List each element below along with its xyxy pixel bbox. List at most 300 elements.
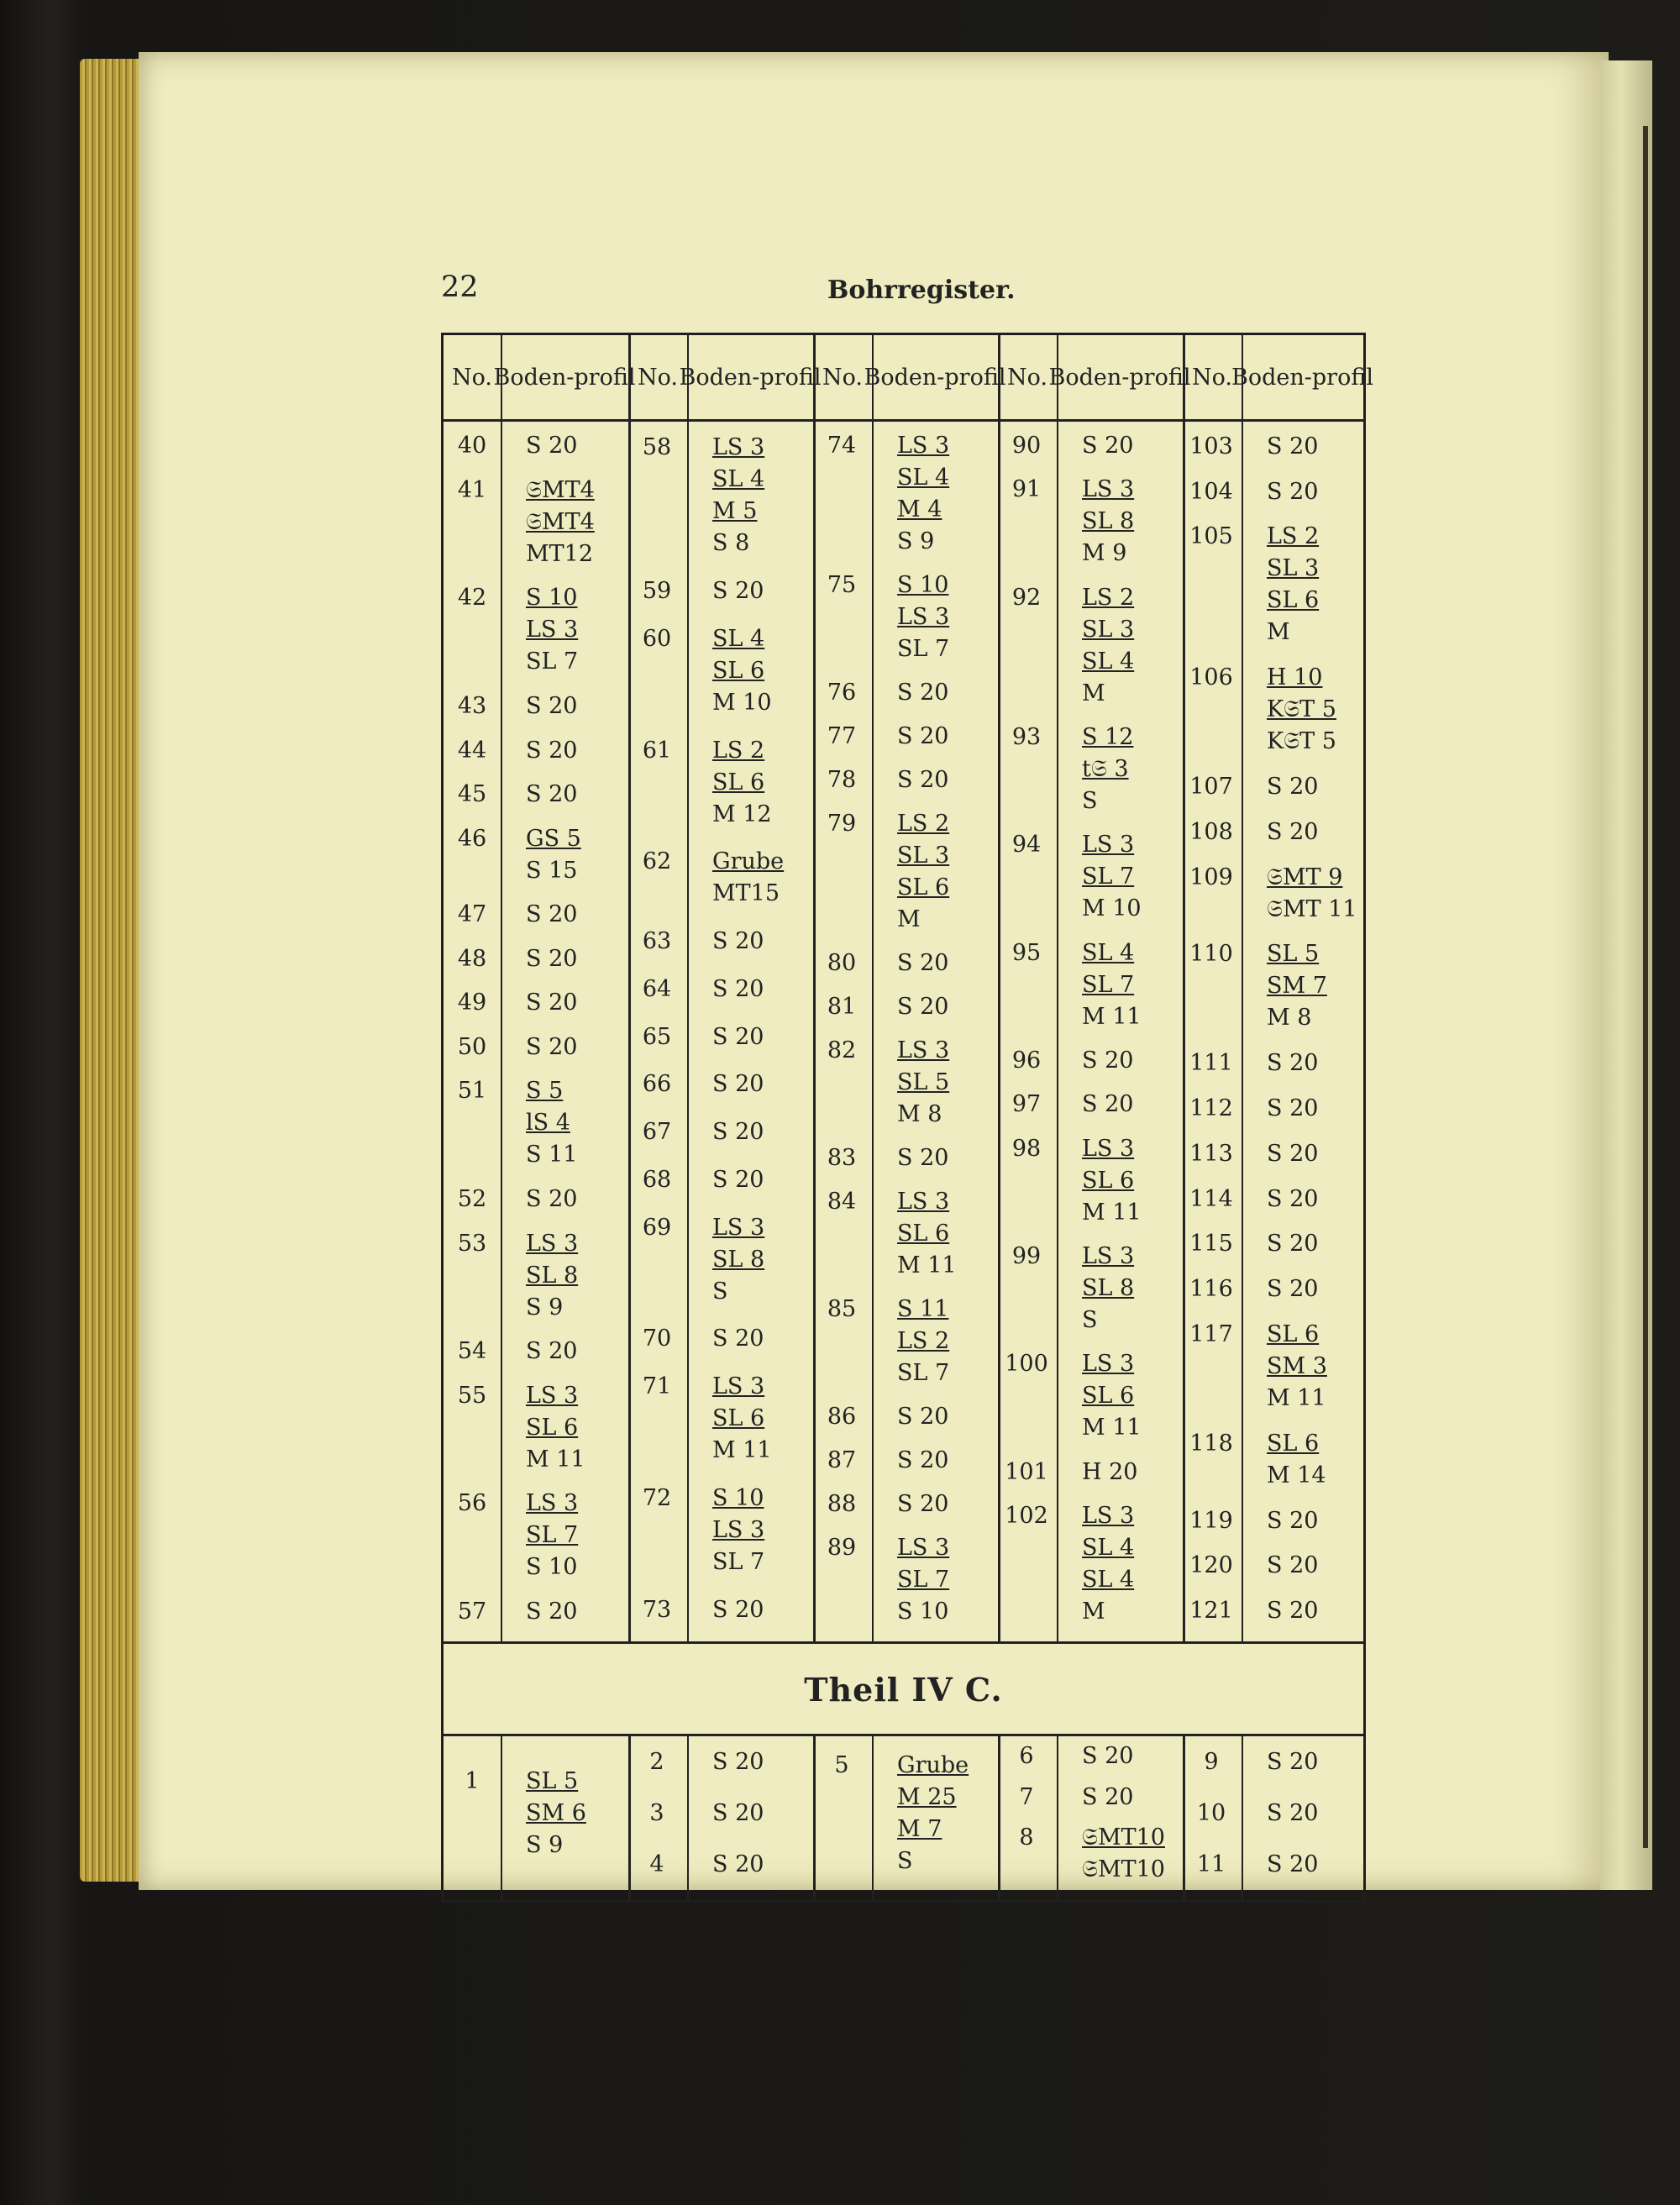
soil-layer: 𝔖MT 11 [1267,895,1357,922]
soil-layer: 𝔖MT4 [526,508,595,535]
bore-number: 121 [1189,1598,1233,1625]
soil-layer: S [1082,788,1098,815]
soil-layer: S 20 [1267,1276,1319,1303]
bore-number: 117 [1189,1320,1233,1347]
bore-number: 55 [457,1382,487,1409]
soil-layer: M 8 [897,1101,942,1127]
soil-layer: S 20 [526,945,578,972]
soil-layer: S [712,1278,728,1305]
soil-layer: S 10 [897,1599,949,1625]
soil-layer: S 20 [1082,433,1134,459]
bore-number: 101 [1005,1458,1048,1485]
column-rule [998,1734,1000,1900]
soil-layer: S [897,1847,913,1874]
soil-layer: S 20 [897,1145,949,1171]
soil-layer: LS 3 [897,1189,950,1215]
soil-layer: SM 7 [1267,973,1327,1000]
column-rule [1183,1734,1185,1900]
soil-layer: S 20 [526,781,578,808]
bore-number: 109 [1189,864,1233,890]
column-rule [1242,1734,1243,1900]
bore-number: 9 [1204,1748,1219,1775]
soil-layer: S 20 [1267,818,1319,845]
soil-layer: K𝔖T 5 [1267,696,1336,723]
soil-layer: SL 8 [526,1262,579,1289]
soil-layer: S 20 [712,1596,764,1623]
header-profile [1048,335,1191,421]
soil-layer: S 20 [1267,1799,1319,1826]
bore-number: 42 [457,585,487,612]
header-no: No. [452,365,492,391]
bore-register-table [441,333,1373,1903]
column-rule [872,335,874,1643]
bore-number: 92 [1011,584,1042,611]
soil-layer: M [1082,680,1105,706]
bore-number: 41 [457,476,487,503]
soil-layer: S 20 [526,1338,578,1365]
soil-layer: S 10 [526,1554,578,1581]
soil-layer: S 20 [526,737,578,764]
soil-layer: 𝔖MT10 [1082,1824,1165,1851]
soil-layer: SM 3 [1267,1352,1327,1379]
header-no: No. [1007,365,1047,391]
bore-number: 86 [827,1404,857,1430]
page-number: 22 [441,270,479,304]
soil-layer: S 9 [526,1831,564,1858]
soil-layer: M 8 [1267,1005,1312,1032]
bore-number: 60 [642,625,672,652]
soil-layer: t𝔖 3 [1082,756,1129,783]
soil-layer: S 11 [526,1142,578,1168]
soil-layer: MT15 [712,880,780,907]
soil-layer: SL 4 [712,625,765,652]
bore-number: 108 [1189,818,1233,845]
header-profile-line2: profil [574,365,636,391]
bore-number: 90 [1011,433,1042,459]
bore-number: 7 [1019,1783,1034,1810]
column-rule [1057,335,1058,1643]
bore-number: 105 [1189,523,1233,550]
soil-layer: LS 2 [1082,584,1135,611]
soil-layer: S 20 [1267,478,1319,505]
soil-layer: S 20 [1082,1047,1134,1074]
soil-layer: SL 7 [712,1548,765,1575]
bore-number: 65 [642,1023,672,1050]
bore-number: 79 [827,811,857,837]
soil-layer: LS 2 [712,737,765,764]
soil-layer: S 20 [1267,1748,1319,1775]
soil-layer: LS 3 [526,1230,579,1257]
bore-number: 1 [465,1767,480,1794]
soil-layer: SL 4 [712,466,765,493]
bore-number: 84 [827,1189,857,1215]
bore-number: 43 [457,692,487,719]
bore-number: 66 [642,1071,672,1098]
soil-layer: S 20 [712,1748,764,1775]
soil-layer: M 11 [526,1446,585,1473]
soil-layer: S 10 [712,1484,764,1511]
header-profile [679,335,822,421]
column-rule [998,335,1000,1643]
bore-number: 61 [642,737,672,764]
soil-layer: S 20 [526,1185,578,1212]
bore-number: 102 [1005,1502,1048,1529]
bore-number: 54 [457,1338,487,1365]
soil-layer: S [1082,1306,1098,1333]
soil-layer: SL 4 [1082,648,1135,675]
bore-number: 110 [1189,941,1233,968]
soil-layer: S 20 [712,578,764,605]
soil-layer: S 20 [1267,1050,1319,1077]
bore-number: 45 [457,781,487,808]
bore-number: 91 [1011,476,1042,503]
bore-number: 113 [1189,1140,1233,1167]
column-rule [687,1734,689,1900]
column-rule [1242,335,1243,1643]
soil-layer: M [897,906,921,932]
bore-number: 98 [1011,1135,1042,1162]
soil-layer: M 11 [897,1252,957,1278]
bore-number: 56 [457,1490,487,1517]
soil-layer: SL 6 [897,874,950,900]
soil-layer: SL 3 [897,843,950,869]
soil-layer: S 20 [897,680,949,706]
soil-layer: S 8 [712,530,750,557]
row-rule [444,1734,1363,1736]
bore-number: 67 [642,1119,672,1146]
bore-number: 51 [457,1078,487,1105]
bore-number: 73 [642,1596,672,1623]
header-no: No. [822,365,863,391]
bore-number: 75 [827,572,857,598]
running-header: Bohrregister. [827,276,1016,305]
soil-layer: LS 3 [712,1373,765,1400]
bore-number: 72 [642,1484,672,1511]
soil-layer: SL 5 [897,1069,950,1095]
bore-number: 47 [457,901,487,928]
soil-layer: M [1267,619,1290,646]
bore-number: 3 [649,1799,664,1826]
bore-number: 49 [457,990,487,1016]
soil-layer: LS 2 [897,811,950,837]
bore-number: 80 [827,950,857,976]
soil-layer: S 9 [897,528,935,554]
bore-number: 118 [1189,1430,1233,1457]
soil-layer: H 10 [1267,664,1323,691]
column-rule [501,335,502,1643]
soil-layer: LS 3 [526,1490,579,1517]
soil-layer: LS 3 [712,1214,765,1241]
soil-layer: SL 6 [897,1221,950,1247]
soil-layer: M 7 [897,1815,942,1842]
page-block-edge [80,59,147,1882]
header-no: No. [638,365,678,391]
soil-layer: M 14 [1267,1462,1326,1488]
column-rule [501,1734,502,1900]
header-profile-line1: Boden- [679,365,760,391]
bore-number: 46 [457,825,487,852]
section-title: Theil IV C. [804,1671,1003,1709]
soil-layer: Grube [897,1751,969,1778]
bore-number: 59 [642,578,672,605]
bore-number: 112 [1189,1095,1233,1121]
soil-layer: S 20 [1267,1140,1319,1167]
soil-layer: S 20 [712,1851,764,1877]
soil-layer: M 12 [712,801,772,827]
soil-layer: SL 6 [1082,1383,1135,1410]
soil-layer: S 20 [712,1166,764,1193]
soil-layer: S 20 [1082,1783,1134,1810]
bore-number: 115 [1189,1231,1233,1257]
soil-layer: S 20 [526,990,578,1016]
bore-number: 93 [1011,724,1042,751]
bore-number: 10 [1196,1799,1226,1826]
bore-number: 107 [1189,774,1233,801]
column-rule [628,335,631,1643]
soil-layer: S 20 [897,1491,949,1517]
column-rule [813,335,816,1643]
bore-number: 57 [457,1598,487,1625]
bore-number: 88 [827,1491,857,1517]
soil-layer: M 25 [897,1783,957,1810]
bore-number: 119 [1189,1507,1233,1534]
soil-layer: S 20 [712,928,764,955]
soil-layer: M 9 [1082,540,1127,567]
bore-number: 96 [1011,1047,1042,1074]
soil-layer: LS 2 [1267,523,1320,550]
soil-layer: S 20 [526,901,578,928]
bore-number: 74 [827,433,857,459]
soil-layer: SL 8 [1082,508,1135,535]
bore-number: 48 [457,945,487,972]
bore-number: 111 [1189,1050,1233,1077]
bore-number: 64 [642,975,672,1002]
soil-layer: SL 5 [526,1767,579,1794]
soil-layer: S 5 [526,1078,564,1105]
soil-layer: S 10 [897,572,949,598]
soil-layer: S 20 [526,433,578,459]
bore-number: 82 [827,1037,857,1063]
soil-layer: S 20 [897,1404,949,1430]
column-rule [1057,1734,1058,1900]
bore-number: 85 [827,1296,857,1322]
soil-layer: Grube [712,848,785,875]
bore-number: 78 [827,767,857,793]
soil-layer: SL 3 [1082,616,1135,643]
facing-page-gutter [1643,126,1648,1848]
column-rule [813,1734,816,1900]
soil-layer: SL 6 [1267,1430,1320,1457]
column-rule [1183,335,1185,1643]
soil-layer: M 4 [897,496,942,522]
header-profile-line1: Boden- [493,365,575,391]
soil-layer: SL 7 [897,1360,950,1386]
column-rule [872,1734,874,1900]
soil-layer: SL 4 [1082,1534,1135,1561]
soil-layer: SL 8 [712,1246,765,1273]
soil-layer: LS 3 [897,433,950,459]
bore-number: 50 [457,1033,487,1060]
soil-layer: M 10 [712,689,772,716]
soil-layer: SL 5 [1267,941,1320,968]
soil-layer: S 20 [712,1799,764,1826]
soil-layer: SL 4 [897,465,950,491]
header-profile-line2: profil [759,365,822,391]
soil-layer: S 20 [1267,433,1319,459]
bore-number: 4 [649,1851,664,1877]
bore-number: 69 [642,1214,672,1241]
soil-layer: 𝔖MT10 [1082,1856,1165,1882]
header-profile-line2: profil [1311,365,1373,391]
soil-layer: SL 7 [526,1522,579,1549]
header-profile-line1: Boden- [864,365,945,391]
soil-layer: S 20 [1267,774,1319,801]
bore-number: 6 [1019,1743,1034,1770]
header-profile-line2: profil [1129,365,1191,391]
soil-layer: SL 3 [1267,555,1320,582]
soil-layer: SL 6 [526,1414,579,1441]
soil-layer: LS 3 [1082,832,1135,858]
header-profile-line1: Boden- [1231,365,1312,391]
soil-layer: SL 6 [712,657,765,684]
soil-layer: LS 3 [897,1535,950,1561]
bore-number: 62 [642,848,672,875]
soil-layer: SL 6 [1082,1167,1135,1194]
soil-layer: SL 6 [1267,1320,1320,1347]
soil-layer: S 20 [897,767,949,793]
soil-layer: SL 4 [1082,1566,1135,1593]
soil-layer: SL 6 [712,769,765,795]
soil-layer: S 20 [712,1119,764,1146]
bore-number: 120 [1189,1552,1233,1579]
header-profile [1231,335,1373,421]
soil-layer: LS 3 [712,1516,765,1543]
soil-layer: LS 3 [1082,476,1135,503]
soil-layer: S 20 [1082,1743,1134,1770]
header-profile-line2: profil [944,365,1006,391]
soil-layer: 𝔖MT4 [526,476,595,503]
soil-layer: SL 7 [897,636,950,662]
soil-layer: lS 4 [526,1110,570,1137]
soil-layer: S 11 [897,1296,949,1322]
soil-layer: S 20 [897,994,949,1020]
soil-layer: LS 3 [897,604,950,630]
column-rule [628,1734,631,1900]
header-profile [493,335,636,421]
soil-layer: M 11 [1082,1199,1142,1226]
soil-layer: S 20 [1267,1185,1319,1212]
soil-layer: S 20 [1267,1851,1319,1877]
bore-number: 103 [1189,433,1233,459]
soil-layer: S 20 [712,1326,764,1352]
soil-layer: SL 7 [526,648,579,675]
bore-number: 100 [1005,1351,1048,1378]
bore-number: 52 [457,1185,487,1212]
bore-number: 81 [827,994,857,1020]
bore-number: 114 [1189,1185,1233,1212]
soil-layer: SM 6 [526,1799,586,1826]
soil-layer: K𝔖T 5 [1267,728,1336,755]
soil-layer: LS 3 [1082,1502,1135,1529]
soil-layer: M 11 [1267,1384,1326,1411]
soil-layer: M 11 [1082,1415,1142,1441]
bore-number: 83 [827,1145,857,1171]
soil-layer: S 12 [1082,724,1134,751]
bore-number: 76 [827,680,857,706]
soil-layer: LS 2 [897,1328,950,1354]
soil-layer: SL 7 [1082,971,1135,998]
soil-layer: M 11 [712,1437,772,1464]
bore-number: 5 [834,1751,849,1778]
soil-layer: S 20 [897,723,949,749]
soil-layer: M [1082,1598,1105,1625]
soil-layer: SL 4 [1082,939,1135,966]
soil-layer: S 20 [1267,1095,1319,1121]
soil-layer: SL 6 [712,1405,765,1432]
soil-layer: S 20 [526,1033,578,1060]
soil-layer: SL 7 [897,1567,950,1593]
header-profile [864,335,1006,421]
bore-number: 104 [1189,478,1233,505]
soil-layer: LS 3 [1082,1351,1135,1378]
bore-number: 53 [457,1230,487,1257]
soil-layer: S 20 [526,692,578,719]
soil-layer: S 20 [1267,1231,1319,1257]
soil-layer: S 20 [1267,1598,1319,1625]
soil-layer: S 20 [1267,1552,1319,1579]
bore-number: 95 [1011,939,1042,966]
soil-layer: S 20 [712,1071,764,1098]
soil-layer: SL 8 [1082,1274,1135,1301]
soil-layer: LS 3 [526,1382,579,1409]
bore-number: 8 [1019,1824,1034,1851]
header-profile-line1: Boden- [1048,365,1130,391]
soil-layer: S 20 [712,1023,764,1050]
soil-layer: H 20 [1082,1458,1138,1485]
bore-number: 68 [642,1166,672,1193]
bore-number: 70 [642,1326,672,1352]
soil-layer: S 20 [712,975,764,1002]
soil-layer: MT12 [526,540,594,567]
soil-layer: M 10 [1082,895,1142,922]
soil-layer: LS 3 [1082,1135,1135,1162]
bore-number: 97 [1011,1091,1042,1118]
soil-layer: LS 3 [712,434,765,461]
bore-number: 71 [642,1373,672,1400]
soil-layer: S 20 [897,950,949,976]
soil-layer: LS 3 [897,1037,950,1063]
bore-number: 89 [827,1535,857,1561]
bore-number: 106 [1189,664,1233,691]
soil-layer: S 20 [526,1598,578,1625]
soil-layer: S 15 [526,857,578,884]
header-no: No. [1192,365,1232,391]
row-rule [444,1641,1363,1644]
soil-layer: S 9 [526,1294,564,1320]
soil-layer: SL 6 [1267,587,1320,614]
soil-layer: SL 7 [1082,864,1135,890]
soil-layer: M 5 [712,498,758,525]
soil-layer: LS 3 [526,617,579,643]
soil-layer: M 11 [1082,1003,1142,1030]
bore-number: 99 [1011,1242,1042,1269]
soil-layer: S 20 [1082,1091,1134,1118]
bore-number: 94 [1011,832,1042,858]
soil-layer: S 20 [897,1447,949,1473]
soil-layer: 𝔖MT 9 [1267,864,1343,890]
bore-number: 58 [642,434,672,461]
soil-layer: S 20 [1267,1507,1319,1534]
